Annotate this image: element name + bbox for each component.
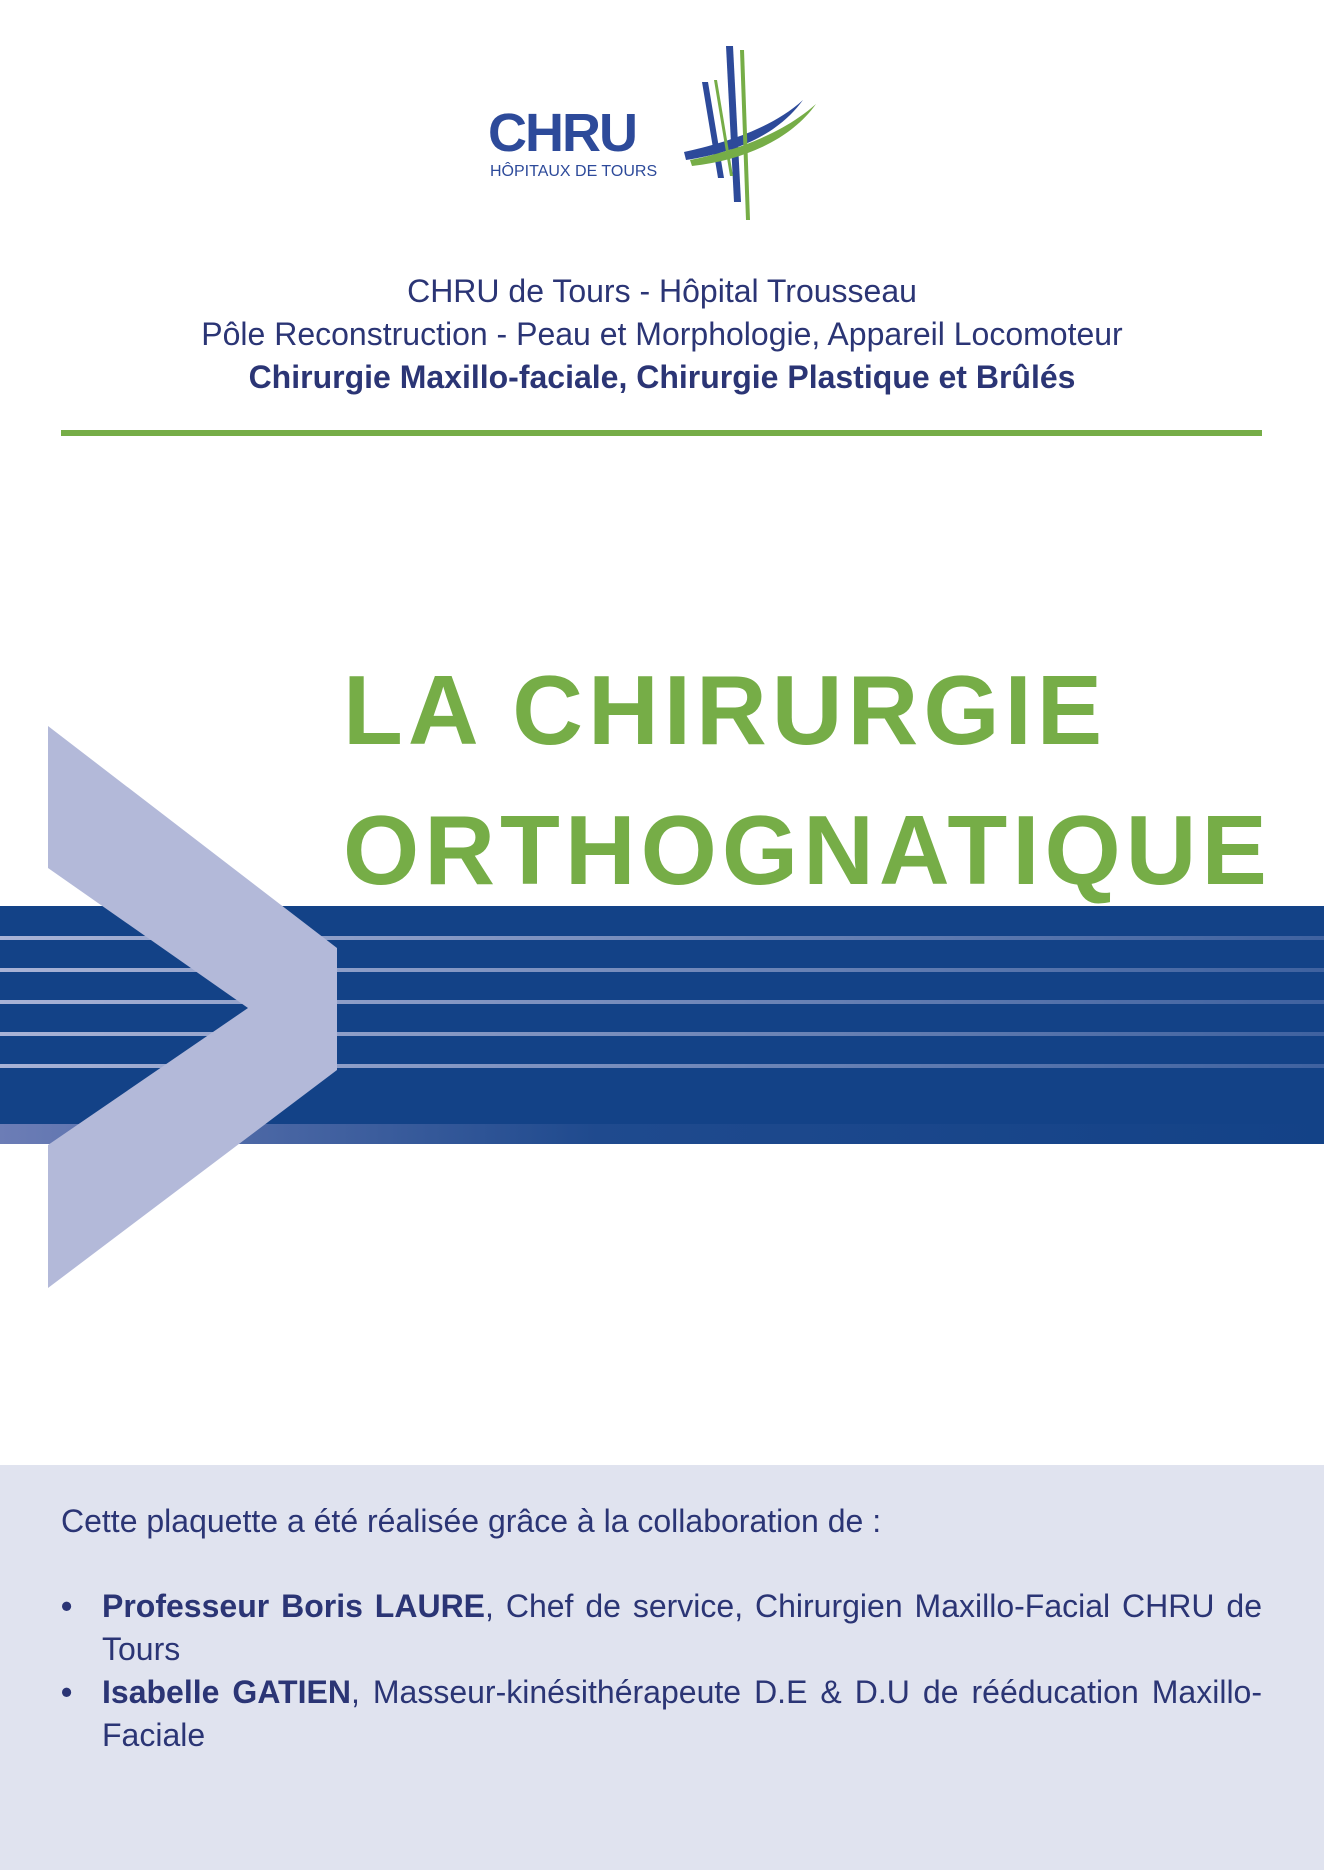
contributor-role: , Masseur-kinésithérapeute D.E & D.U de rééducation Maxillo-Faciale [102, 1674, 1263, 1753]
header-divider [61, 430, 1262, 436]
list-item [61, 1585, 1262, 1671]
service-line: Chirurgie Maxillo-faciale, Chirurgie Plastique et Brûlés [248, 359, 1076, 395]
credits-list [61, 1585, 1262, 1757]
title-line-1: LA CHIRURGIE [343, 655, 1108, 765]
title-line-2: ORTHOGNATIQUE [343, 795, 1272, 905]
bullet-icon: • [61, 1674, 73, 1710]
bullet-icon: • [61, 1588, 73, 1624]
logo-wordmark: CHRU [488, 103, 636, 163]
credits-box [0, 1465, 1324, 1870]
chevron-arrow-icon [0, 700, 360, 1300]
department-header [0, 270, 1324, 399]
hospital-h-icon [680, 40, 820, 230]
credits-intro: Cette plaquette a été réalisée grâce à la collaboration de : [61, 1503, 882, 1539]
contributor-name: Professeur Boris LAURE [102, 1588, 486, 1624]
logo-subtitle: HÔPITAUX DE TOURS [490, 163, 658, 180]
chru-logo [480, 40, 840, 230]
document-title [343, 640, 1272, 920]
list-item [61, 1671, 1262, 1757]
hospital-line: CHRU de Tours - Hôpital Trousseau [407, 273, 917, 309]
pole-line: Pôle Reconstruction - Peau et Morphologie, Appareil Locomoteur [201, 316, 1123, 352]
contributor-name: Isabelle GATIEN [102, 1674, 351, 1710]
contributor-role: , Chef de service, Chirurgien Maxillo-Facial CHRU de Tours [102, 1588, 1263, 1667]
